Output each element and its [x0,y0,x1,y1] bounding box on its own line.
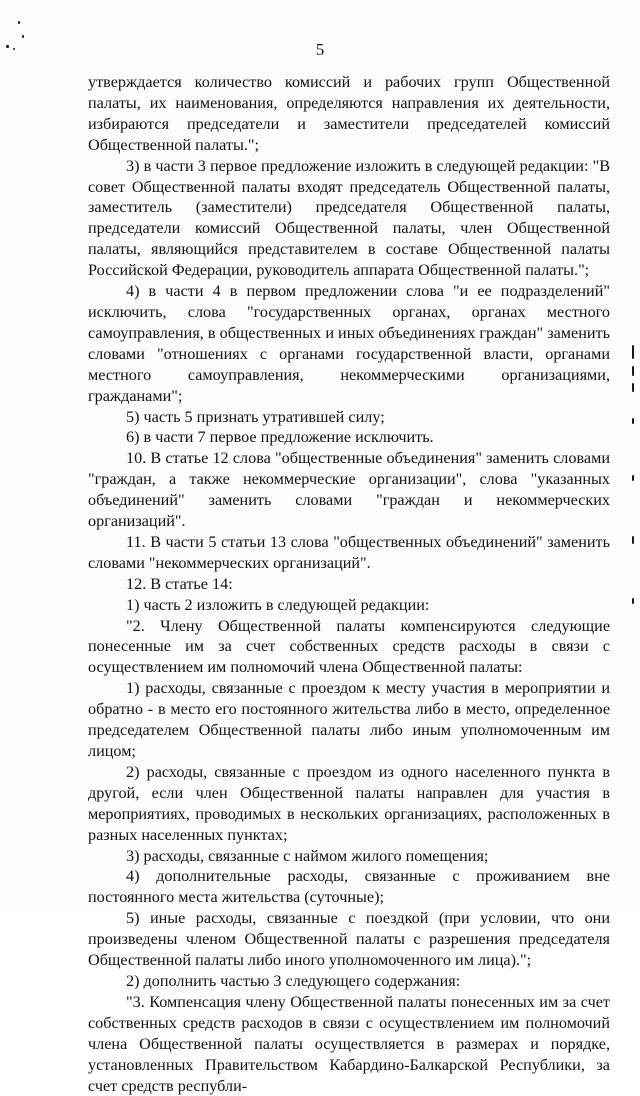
paragraph-expense-2: 2) расходы, связанные с проездом из одного населенного пункта в другой, если член Общественной палаты направлен для участия в мероприятиях, проводимых в нескольких организациях, расположенных в разных населенных пунктах; [88,762,610,844]
scan-mark [632,345,634,359]
paragraph-item-5: 5) часть 5 признать утратившей силу; [126,407,385,426]
scan-mark [18,21,20,24]
scan-mark [632,536,634,544]
paragraph-continuation: утверждается количество комиссий и рабочих групп Общественной палаты, их наименования, определяются направления их деятельности, избираются председатели и заместители председателей комиссий Общественной палаты."; [88,73,610,154]
paragraph-section-12-item-1: 1) часть 2 изложить в следующей редакции: [126,595,430,614]
scan-mark [632,366,634,376]
page-number: 5 [315,40,325,59]
paragraph-item-6: 6) в части 7 первое предложение исключить. [126,428,434,447]
paragraph-section-10: 10. В статье 12 слова "общественные объединения" заменить словами "граждан, а также некоммерческие организации", слова "указанных объединений" заменить словами "граждан и некоммерческих организаций". [88,449,610,531]
paragraph-section-12: 12. В статье 14: [126,574,233,593]
paragraph-section-11: 11. В части 5 статьи 13 слова "общественных объединений" заменить словами "некоммерческих организаций". [88,532,610,572]
document-body [88,72,610,1096]
scan-mark [22,35,24,38]
paragraph-expense-3: 3) расходы, связанные с наймом жилого помещения; [126,846,489,865]
paragraph-expense-4: 4) дополнительные расходы, связанные с проживанием вне постоянного места жительства (суточные); [88,867,610,907]
paragraph-item-3: 3) в части 3 первое предложение изложить в следующей редакции: "В совет Общественной палаты входят председатель Общественной палаты, заместитель (заместители) председателя Общественной палаты, председатели комиссий Общественной палаты, член Общественной палаты, являющийся представителем в составе Общественной палаты Российской Федерации, руководитель аппарата Общественной палаты."; [88,156,610,280]
scan-mark [632,383,634,392]
paragraph-expense-1: 1) расходы, связанные с проездом к месту участия в мероприятии и обратно - в место его постоянного жительства либо в место, определенное председателем Общественной палаты либо иным уполномоченным им лицом; [88,679,610,760]
paragraph-part-2-quote: "2. Члену Общественной палаты компенсируются следующие понесенные им за счет собственных средств расходы в связи с осуществлением им полномочий члена Общественной палаты: [88,616,610,677]
paragraph-expense-5: 5) иные расходы, связанные с поездкой (при условии, что они произведены членом Общественной палаты с разрешения председателя Общественной палаты либо иного уполномоченного им лица)."; [88,909,610,970]
scan-mark [632,475,634,481]
paragraph-part-3-quote: "3. Компенсация члену Общественной палаты понесенных им за счет собственных средств расходов в связи с осуществлением им полномочий члена Общественной палаты осуществляется в размерах и порядке, установленных Правительством Кабардино-Балкарской Республики, за счет средств республи- [88,992,610,1095]
paragraph-section-12-item-2: 2) дополнить частью 3 следующего содержания: [126,971,461,990]
paragraph-item-4: 4) в части 4 в первом предложении слова "и ее подразделений" исключить, слова "государственных органах, органах местного самоуправления, в общественных и иных объединениях граждан" заменить словами "отношениях с органами государственной власти, органами местного самоуправления, некоммерческими организациями, гражданами"; [88,282,610,405]
scan-mark [632,418,634,424]
scan-mark [632,598,634,604]
